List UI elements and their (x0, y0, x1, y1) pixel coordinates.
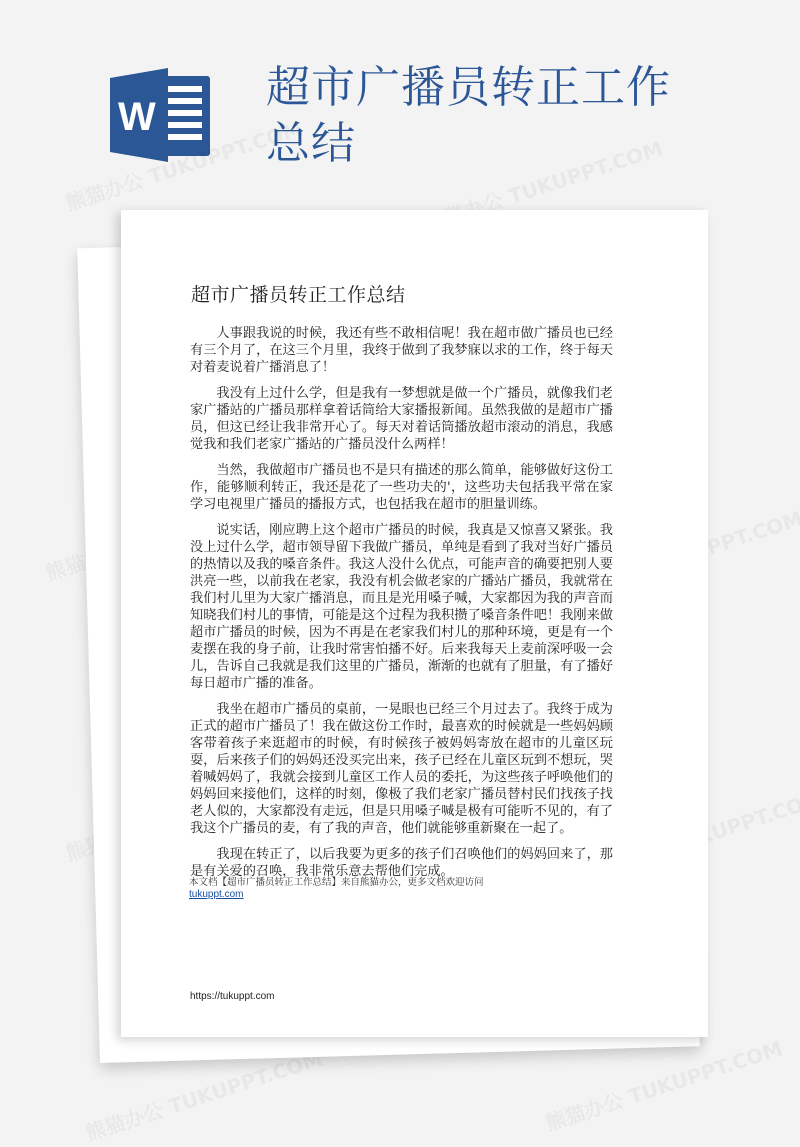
document-page (121, 210, 708, 1037)
page-title: 超市广播员转正工作总结 (191, 284, 406, 306)
paragraph: 说实话，刚应聘上这个超市广播员的时候，我真是又惊喜又紧张。我没上过什么学，超市领导留下我做广播员，单纯是看到了我对当好广播员的热情以及我的嗓音条件。我这人没什么优点，可能声音的确要把别人要洪亮一些，以前我在老家，我没有机会做老家的广播站广播员，我就常在我们村儿里为大家广播消息，而且是光用嗓子喊，大家都因为我的声音而知晓我们村儿的事情，可能是这个过程为我积攒了嗓音条件吧！我刚来做超市广播员的时候，因为不再是在老家我们村儿的那种环境，更是有一个麦摆在我的身子前，让我时常害怕播不好。后来我每天上麦前深呼吸一会儿，告诉自己我就是我们这里的广播员，渐渐的也就有了胆量，有了播好每日超市广播的准备。 (190, 523, 613, 691)
word-document-icon (110, 68, 214, 162)
page-url: https://tukuppt.com (190, 991, 275, 1002)
source-note-text: 本文档【超市广播员转正工作总结】来自熊猫办公，更多文档欢迎访问 (189, 877, 484, 888)
source-link[interactable]: tukuppt.com (189, 889, 244, 900)
document-title-heading: 超市广播员转正工作总结 (266, 62, 671, 169)
paragraph: 我现在转正了，以后我要为更多的孩子们召唤他们的妈妈回来了，那是有关爱的召唤，我非常乐意去帮他们完成。 (190, 847, 613, 879)
svg-text:W: W (118, 95, 156, 139)
document-body (190, 325, 613, 889)
paragraph: 我没有上过什么学，但是我有一梦想就是做一个广播员，就像我们老家广播站的广播员那样拿着话筒给大家播报新闻。虽然我做的是超市广播员，但这已经让我非常开心了。每天对着话筒播放超市滚动的消息，我感觉我和我们老家广播站的广播员没什么两样！ (190, 386, 613, 452)
paragraph: 我坐在超市广播员的桌前，一晃眼也已经三个月过去了。我终于成为正式的超市广播员了！我在做这份工作时，最喜欢的时候就是一些妈妈顾客带着孩子来逛超市的时候，有时候孩子被妈妈寄放在超市的儿童区玩耍，后来孩子们的妈妈还没买完出来，孩子已经在儿童区玩到不想玩，哭着喊妈妈了，我就会接到儿童区工作人员的委托，为这些孩子呼唤他们的妈妈回来接他们，这样的时刻，像极了我们老家广播员替村民们找孩子找老人似的，大家都没有走远，但是只用嗓子喊是极有可能听不见的，有了我这个广播员的麦，有了我的声音，他们就能够重新聚在一起了。 (190, 702, 613, 836)
source-note (189, 877, 629, 901)
paragraph: 当然，我做超市广播员也不是只有描述的那么简单，能够做好这份工作，能够顺利转正，我还是花了一些功夫的'，这些功夫包括我平常在家学习电视里广播员的播报方式，也包括我在超市的胆量训练。 (190, 463, 613, 512)
paragraph: 人事跟我说的时候，我还有些不敢相信呢！我在超市做广播员也已经有三个月了，在这三个月里，我终于做到了我梦寐以求的工作，终于每天对着麦说着广播消息了！ (190, 326, 613, 375)
header (0, 0, 800, 200)
